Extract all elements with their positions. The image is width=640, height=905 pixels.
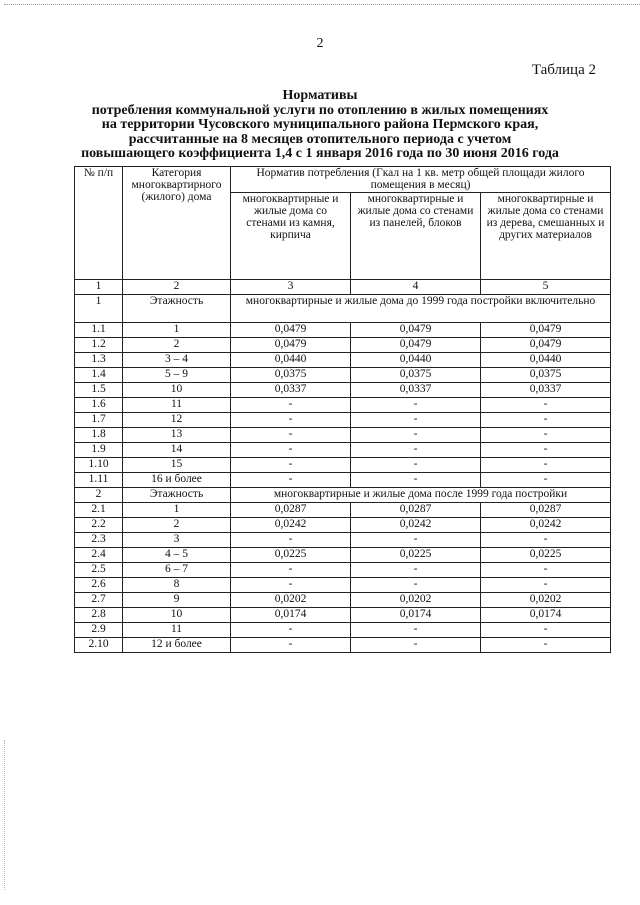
table-row: [75, 368, 611, 383]
row-num: 1.5: [75, 383, 123, 398]
row-value-panel: 0,0174: [351, 608, 481, 623]
row-value-wood: -: [481, 428, 611, 443]
row-value-wood: -: [481, 473, 611, 488]
title-line: потребления коммунальной услуги по отоплению в жилых помещениях: [91, 102, 549, 118]
document-title: [40, 89, 600, 162]
header-num: № п/п: [75, 167, 123, 280]
table-row: [75, 503, 611, 518]
header-stone: многоквартирные и жилые дома со стенами из камня, кирпича: [231, 193, 351, 280]
table-row: [75, 563, 611, 578]
row-value-wood: -: [481, 623, 611, 638]
row-value-panel: -: [351, 398, 481, 413]
row-value-panel: -: [351, 473, 481, 488]
row-value-panel: 0,0375: [351, 368, 481, 383]
header-wood: многоквартирные и жилые дома со стенами из дерева, смешанных и других материалов: [481, 193, 611, 280]
row-num: 2.4: [75, 548, 123, 563]
row-num: 1.10: [75, 458, 123, 473]
row-floors: 5 – 9: [123, 368, 231, 383]
table-row: [75, 443, 611, 458]
row-floors: 13: [123, 428, 231, 443]
row-value-stone: -: [231, 458, 351, 473]
row-floors: 1: [123, 503, 231, 518]
table-row: [75, 353, 611, 368]
row-floors: 3: [123, 533, 231, 548]
table-label: Таблица 2: [531, 62, 596, 78]
table-row: [75, 338, 611, 353]
row-value-stone: 0,0287: [231, 503, 351, 518]
section-row: [75, 488, 611, 503]
row-value-wood: -: [481, 533, 611, 548]
row-value-panel: -: [351, 533, 481, 548]
row-num: 1.6: [75, 398, 123, 413]
table-row: [75, 473, 611, 488]
table-row: [75, 323, 611, 338]
header-norm: Норматив потребления (Гкал на 1 кв. метр общей площади жилого помещения в месяц): [231, 167, 611, 193]
header-category: Категория многоквартирного (жилого) дома: [123, 167, 231, 280]
row-num: 1.8: [75, 428, 123, 443]
row-value-stone: -: [231, 638, 351, 653]
row-value-panel: 0,0242: [351, 518, 481, 533]
row-floors: 11: [123, 398, 231, 413]
row-floors: 8: [123, 578, 231, 593]
row-value-stone: 0,0479: [231, 338, 351, 353]
row-value-panel: -: [351, 638, 481, 653]
row-value-panel: 0,0287: [351, 503, 481, 518]
row-value-wood: -: [481, 458, 611, 473]
row-value-stone: -: [231, 443, 351, 458]
row-floors: 6 – 7: [123, 563, 231, 578]
row-num: 2.9: [75, 623, 123, 638]
row-value-stone: 0,0225: [231, 548, 351, 563]
row-value-stone: -: [231, 473, 351, 488]
row-value-stone: 0,0479: [231, 323, 351, 338]
row-num: 1.2: [75, 338, 123, 353]
row-value-stone: -: [231, 623, 351, 638]
row-floors: 1: [123, 323, 231, 338]
row-floors: 10: [123, 383, 231, 398]
row-value-stone: -: [231, 413, 351, 428]
row-value-panel: -: [351, 563, 481, 578]
row-value-panel: 0,0479: [351, 323, 481, 338]
column-number: 2: [123, 280, 231, 295]
title-line: повышающего коэффициента 1,4 с 1 января 2016 года по 30 июня 2016 года: [81, 146, 559, 161]
column-number: 1: [75, 280, 123, 295]
table-row: [75, 578, 611, 593]
row-value-stone: 0,0242: [231, 518, 351, 533]
title-line: Нормативы: [282, 88, 358, 103]
row-value-wood: -: [481, 413, 611, 428]
row-floors: 2: [123, 338, 231, 353]
row-num: 2.10: [75, 638, 123, 653]
section-category: Этажность: [123, 488, 231, 503]
row-value-panel: -: [351, 428, 481, 443]
row-value-stone: -: [231, 533, 351, 548]
row-value-stone: 0,0375: [231, 368, 351, 383]
section-caption: многоквартирные и жилые дома до 1999 года постройки включительно: [231, 295, 611, 323]
row-value-stone: -: [231, 563, 351, 578]
row-num: 2.8: [75, 608, 123, 623]
table-row: [75, 638, 611, 653]
row-value-wood: 0,0337: [481, 383, 611, 398]
table-row: [75, 383, 611, 398]
row-num: 1.9: [75, 443, 123, 458]
column-number: 5: [481, 280, 611, 295]
row-num: 1.7: [75, 413, 123, 428]
row-floors: 12 и более: [123, 638, 231, 653]
row-value-wood: 0,0440: [481, 353, 611, 368]
row-value-wood: 0,0202: [481, 593, 611, 608]
row-value-panel: 0,0202: [351, 593, 481, 608]
section-num: 2: [75, 488, 123, 503]
row-floors: 16 и более: [123, 473, 231, 488]
section-caption: многоквартирные и жилые дома после 1999 года постройки: [231, 488, 611, 503]
row-num: 1.3: [75, 353, 123, 368]
scan-edge-top: [4, 4, 640, 5]
row-floors: 15: [123, 458, 231, 473]
header-panel: многоквартирные и жилые дома со стенами из панелей, блоков: [351, 193, 481, 280]
row-floors: 3 – 4: [123, 353, 231, 368]
row-value-stone: -: [231, 398, 351, 413]
row-value-panel: 0,0479: [351, 338, 481, 353]
row-num: 2.3: [75, 533, 123, 548]
table-row: [75, 533, 611, 548]
row-value-panel: -: [351, 623, 481, 638]
row-num: 1.1: [75, 323, 123, 338]
row-num: 2.1: [75, 503, 123, 518]
row-num: 2.6: [75, 578, 123, 593]
page-number: 2: [316, 36, 324, 51]
row-value-wood: 0,0174: [481, 608, 611, 623]
row-value-stone: 0,0174: [231, 608, 351, 623]
row-value-panel: 0,0337: [351, 383, 481, 398]
table-row: [75, 458, 611, 473]
row-value-wood: 0,0375: [481, 368, 611, 383]
row-value-panel: -: [351, 443, 481, 458]
row-value-stone: -: [231, 428, 351, 443]
row-value-wood: -: [481, 398, 611, 413]
row-num: 1.11: [75, 473, 123, 488]
row-floors: 14: [123, 443, 231, 458]
row-value-wood: 0,0287: [481, 503, 611, 518]
row-value-panel: -: [351, 578, 481, 593]
section-num: 1: [75, 295, 123, 323]
row-floors: 9: [123, 593, 231, 608]
row-value-panel: 0,0225: [351, 548, 481, 563]
header-row: [75, 167, 611, 193]
row-value-wood: -: [481, 578, 611, 593]
row-num: 2.5: [75, 563, 123, 578]
row-value-stone: 0,0202: [231, 593, 351, 608]
table-row: [75, 413, 611, 428]
section-category: Этажность: [123, 295, 231, 323]
row-floors: 12: [123, 413, 231, 428]
row-value-panel: 0,0440: [351, 353, 481, 368]
row-floors: 11: [123, 623, 231, 638]
row-floors: 10: [123, 608, 231, 623]
title-line: рассчитанные на 8 месяцев отопительного периода с учетом: [128, 131, 512, 147]
row-floors: 2: [123, 518, 231, 533]
row-floors: 4 – 5: [123, 548, 231, 563]
row-value-wood: 0,0479: [481, 338, 611, 353]
row-value-wood: -: [481, 638, 611, 653]
row-value-stone: 0,0440: [231, 353, 351, 368]
row-value-wood: -: [481, 563, 611, 578]
section-row: [75, 295, 611, 323]
row-value-stone: -: [231, 578, 351, 593]
scan-edge-left: [4, 740, 5, 890]
title-line: на территории Чусовского муниципального района Пермского края,: [101, 117, 539, 132]
row-value-panel: -: [351, 413, 481, 428]
table-row: [75, 398, 611, 413]
table-row: [75, 548, 611, 563]
norms-table: [74, 166, 611, 653]
row-num: 1.4: [75, 368, 123, 383]
column-number-row: [75, 280, 611, 295]
row-value-wood: -: [481, 443, 611, 458]
row-value-wood: 0,0225: [481, 548, 611, 563]
norms-table-body: [75, 167, 611, 653]
row-value-stone: 0,0337: [231, 383, 351, 398]
row-value-panel: -: [351, 458, 481, 473]
table-row: [75, 623, 611, 638]
column-number: 4: [351, 280, 481, 295]
table-row: [75, 608, 611, 623]
row-value-wood: 0,0242: [481, 518, 611, 533]
row-num: 2.2: [75, 518, 123, 533]
row-num: 2.7: [75, 593, 123, 608]
column-number: 3: [231, 280, 351, 295]
table-row: [75, 593, 611, 608]
table-row: [75, 518, 611, 533]
row-value-wood: 0,0479: [481, 323, 611, 338]
table-row: [75, 428, 611, 443]
